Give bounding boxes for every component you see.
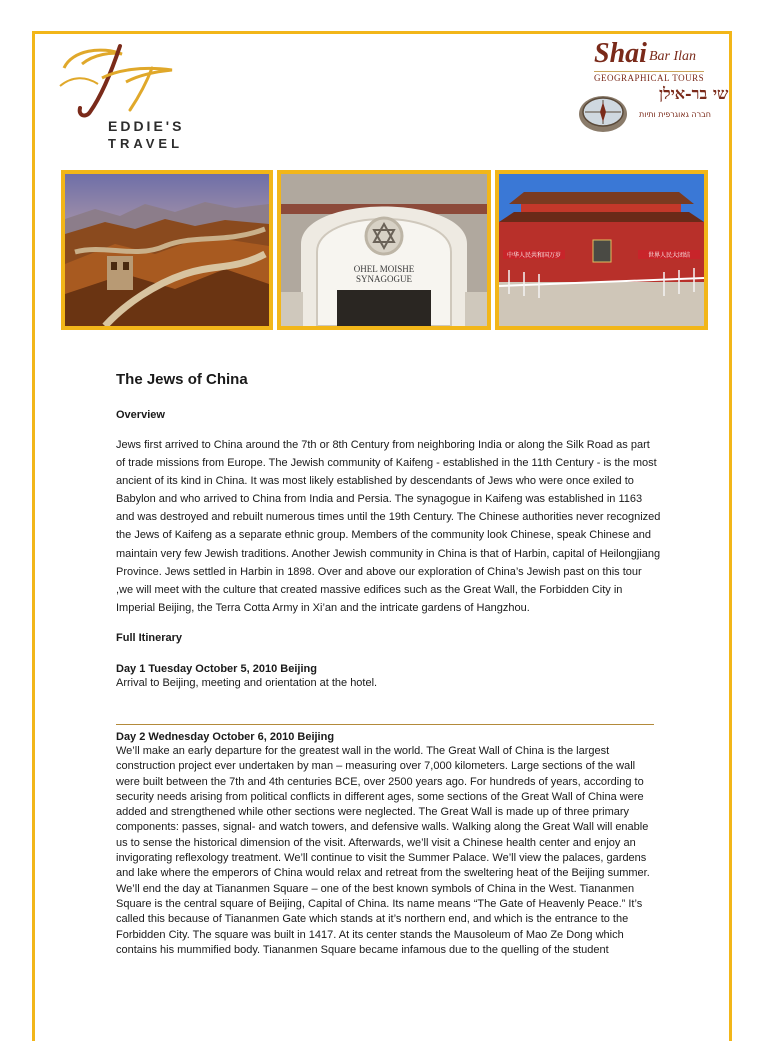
document-body — [116, 370, 661, 691]
day-2 — [116, 730, 661, 958]
overview-heading: Overview — [116, 409, 165, 421]
logo-line-2: TRAVEL — [108, 136, 184, 151]
day-1 — [116, 662, 661, 691]
logo-shai: Shai — [594, 38, 647, 69]
logo-bar-ilan: Bar Ilan — [649, 49, 697, 64]
synagogue-sign-line-2: SYNAGOGUE — [356, 274, 412, 284]
globe-compass-icon — [573, 82, 633, 136]
logo-hebrew-tagline: חברה גאוגרפית ותיות — [639, 110, 712, 119]
eddies-travel-logo — [42, 40, 202, 150]
section-divider — [116, 724, 654, 725]
day-1-text: Arrival to Beijing, meeting and orientation at the hotel. — [116, 676, 378, 689]
document-title: The Jews of China — [116, 371, 248, 388]
logo-line-1: EDDIE'S — [108, 118, 185, 134]
logo-tagline: GEOGRAPHICAL TOURS — [594, 73, 705, 83]
day-2-title: Day 2 Wednesday October 6, 2010 Beijing — [116, 731, 335, 743]
overview-paragraph: Jews first arrived to China around the 7th or 8th Century from neighboring India or along the Silk Road as part of trade missions from Europe. The Jewish community of Kaifeng - established in the 11th Century - is the most ancient of its kind in China. It was most likely established by descendants of Jews who were once exiled to Babylon and who arrived to China from India and Persia. The synagogue in Kaifeng was established in 1163 and was destroyed and rebuilt numerous times until the 19th Century. The Chinese authorities never recognized the Jews of Kaifeng as a separate ethnic group. Members of the community look Chinese, speak Chinese and maintain very few Jewish traditions. Another Jewish community in China is that of Harbin, capital of Heilongjiang Province. Jews settled in Harbin in 1898. Over and above our exploration of China’s Jewish past on this tour ,we will meet with the culture that created massive edifices such as the Great Wall, the Forbidden City in Imperial Beijing, the Terra Cotta Army in Xi’an and the intricate gardens of Hangzhou. — [116, 439, 661, 614]
itinerary-heading: Full Itinerary — [116, 631, 183, 644]
great-wall-photo — [61, 170, 273, 330]
day-2-text: We’ll make an early departure for the greatest wall in the world. The Great Wall of China is the largest construction project ever undertaken by man – measuring over 7,000 kilometers. Large sections of the wall were built between the 7th and 4th centuries BCE, over 2500 years ago. For hundreds of years, according to security needs arising from political conflicts in different ages, some sections of the Great Wall of China were added and strengthened while other sections were neglected. The Great Wall is made up of three primary components: passes, signal- and watch towers, and defensive walls. Walking along the Great Wall will enable us to sense the historical dimension of the visit. Afterwards, we’ll visit a Chinese health center and enjoy an invigorating reflexology treatment. We’ll continue to visit the Summer Palace. We’ll view the palaces, gardens and lake where the emperors of China would relax and retreat from the sweltering heat of the Beijing summer. We’ll end the day at Tiananmen Square – one of the best known symbols of China in the West. Tiananmen Square is the central square of Beijing, Capital of China. Its name means “The Gate of Heavenly Peace.” It’s called this because of Tiananmen Gate which stands at it’s northern end, and which is the entrance to the Forbidden City. The square was built in 1417. At its center stands the Mausoleum of Mao Ze Dong which contains his mummified body. Tiananmen Square became infamous due to the quelling of the student — [116, 745, 650, 956]
synagogue-sign-line-1: OHEL MOISHE — [353, 264, 415, 274]
day-1-title: Day 1 Tuesday October 5, 2010 Beijing — [116, 662, 317, 675]
gate-banner-left: 中华人民共和国万岁 — [506, 252, 562, 259]
synagogue-photo — [277, 170, 491, 330]
et-monogram-icon — [42, 40, 182, 120]
gate-banner-right: 世界人民大团结 — [647, 252, 691, 259]
shai-bar-ilan-logo — [573, 38, 733, 138]
logo-hebrew-name: שי בר-אילן — [659, 84, 729, 103]
tiananmen-gate-photo — [495, 170, 708, 330]
